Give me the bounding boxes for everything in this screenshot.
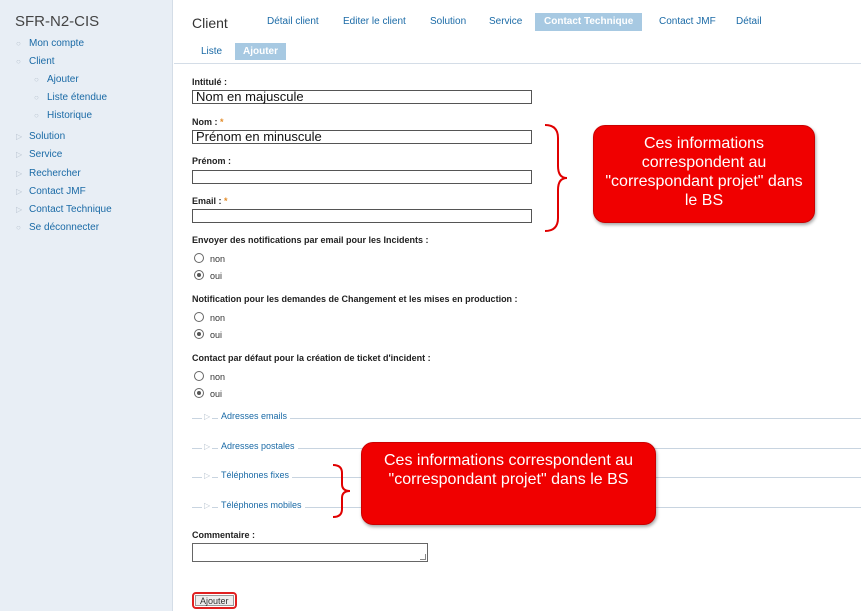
callout-correspondant-projet-1: Ces informations correspondent au "correspondant projet" dans le BS [593, 125, 815, 223]
radio-label-oui: oui [210, 389, 223, 399]
submit-highlight [192, 592, 237, 609]
email-label-text: Email : [192, 196, 222, 206]
default-contact-oui-radio[interactable] [194, 388, 204, 398]
fieldset-label: Adresses emails [218, 411, 290, 421]
required-mark: * [224, 196, 228, 206]
fieldset-adresses-emails[interactable] [192, 411, 861, 425]
resize-grip-icon[interactable] [420, 554, 426, 560]
change-notification-oui-radio[interactable] [194, 329, 204, 339]
sidebar-item-label: Client [29, 56, 55, 67]
top-tab-bar [174, 0, 861, 36]
nom-label-text: Nom : [192, 117, 218, 127]
radio-label-oui: oui [210, 271, 223, 281]
incident-notification-label: Envoyer des notifications par email pour les Incidents : [192, 235, 429, 245]
subtab-liste[interactable]: Liste [201, 46, 223, 57]
expand-arrow-icon: ▷ [204, 412, 211, 421]
tab-solution[interactable]: Solution [430, 16, 467, 27]
app-title: SFR-N2-CIS [15, 13, 100, 30]
email-field[interactable] [192, 209, 532, 223]
sidebar-item-solution[interactable] [16, 130, 65, 144]
brace-annotation-2 [330, 464, 354, 520]
bullet-icon: ○ [34, 111, 39, 120]
prenom-field[interactable] [192, 170, 532, 184]
triangle-right-icon: ▷ [16, 205, 23, 214]
section-title: Client [192, 15, 228, 31]
default-contact-non-radio[interactable] [194, 371, 204, 381]
radio-label-oui: oui [210, 330, 223, 340]
radio-label-non: non [210, 254, 226, 264]
expand-arrow-icon: ▷ [204, 442, 211, 451]
sidebar-item-label: Contact Technique [29, 204, 112, 215]
incident-notification-oui-radio[interactable] [194, 270, 204, 280]
brace-annotation-1 [540, 124, 570, 234]
sidebar-item-historique[interactable] [34, 109, 92, 123]
sidebar-item-ajouter[interactable] [34, 73, 79, 87]
sidebar-item-label: Se déconnecter [29, 222, 100, 233]
expand-arrow-icon: ▷ [204, 471, 211, 480]
incident-notification-non-radio[interactable] [194, 253, 204, 263]
triangle-right-icon: ▷ [16, 132, 23, 141]
prenom-label: Prénom : [192, 156, 232, 166]
change-notification-non-radio[interactable] [194, 312, 204, 322]
tab-service[interactable]: Service [489, 16, 523, 27]
sidebar-item-liste-etendue[interactable] [34, 91, 107, 105]
sidebar-item-label: Solution [29, 131, 66, 142]
sidebar-item-contact-technique[interactable] [16, 203, 112, 217]
tab-detail[interactable]: Détail [736, 16, 762, 27]
triangle-right-icon: ▷ [16, 169, 23, 178]
tab-detail-client[interactable]: Détail client [267, 16, 319, 27]
bullet-icon: ○ [16, 223, 21, 232]
tab-editer-client[interactable]: Editer le client [343, 16, 406, 27]
sidebar-item-label: Mon compte [29, 38, 85, 49]
radio-label-non: non [210, 372, 226, 382]
sidebar [0, 0, 173, 611]
sub-tab-bar [174, 36, 861, 64]
radio-label-non: non [210, 313, 226, 323]
required-mark: * [220, 117, 224, 127]
sidebar-item-contact-jmf[interactable] [16, 185, 86, 199]
expand-arrow-icon: ▷ [204, 501, 211, 510]
nom-field[interactable]: Prénom en minuscule [192, 130, 532, 144]
intitule-field[interactable]: Nom en majuscule [192, 90, 532, 104]
tab-contact-technique[interactable]: Contact Technique [535, 13, 642, 31]
default-contact-label: Contact par défaut pour la création de ticket d'incident : [192, 353, 431, 363]
sidebar-item-se-deconnecter[interactable] [16, 221, 99, 235]
nom-label [192, 117, 224, 127]
fieldset-label: Téléphones fixes [218, 470, 292, 480]
subtab-ajouter[interactable]: Ajouter [235, 43, 286, 60]
sidebar-item-mon-compte[interactable] [16, 37, 84, 51]
sidebar-item-rechercher[interactable] [16, 167, 81, 181]
fieldset-divider [192, 418, 861, 419]
tab-contact-jmf[interactable]: Contact JMF [659, 16, 716, 27]
change-notification-label: Notification pour les demandes de Changement et les mises en production : [192, 294, 518, 304]
sidebar-item-label: Rechercher [29, 168, 81, 179]
sidebar-item-label: Service [29, 149, 63, 160]
callout-correspondant-projet-2: Ces informations correspondent au "correspondant projet" dans le BS [361, 442, 656, 525]
bullet-icon: ○ [16, 57, 21, 66]
triangle-right-icon: ▷ [16, 187, 23, 196]
sidebar-item-client[interactable] [16, 55, 55, 69]
sidebar-item-service[interactable] [16, 148, 62, 162]
commentaire-label: Commentaire : [192, 530, 256, 540]
commentaire-textarea[interactable] [192, 543, 428, 562]
email-label [192, 196, 228, 206]
bullet-icon: ○ [34, 93, 39, 102]
sidebar-item-label: Historique [47, 110, 93, 121]
fieldset-label: Adresses postales [218, 441, 298, 451]
triangle-right-icon: ▷ [16, 150, 23, 159]
intitule-label: Intitulé : [192, 77, 227, 87]
bullet-icon: ○ [34, 75, 39, 84]
fieldset-label: Téléphones mobiles [218, 500, 305, 510]
sidebar-item-label: Ajouter [47, 74, 79, 85]
bullet-icon: ○ [16, 39, 21, 48]
ajouter-button[interactable]: Ajouter [195, 595, 234, 606]
sidebar-item-label: Liste étendue [47, 92, 108, 103]
sidebar-item-label: Contact JMF [29, 186, 86, 197]
